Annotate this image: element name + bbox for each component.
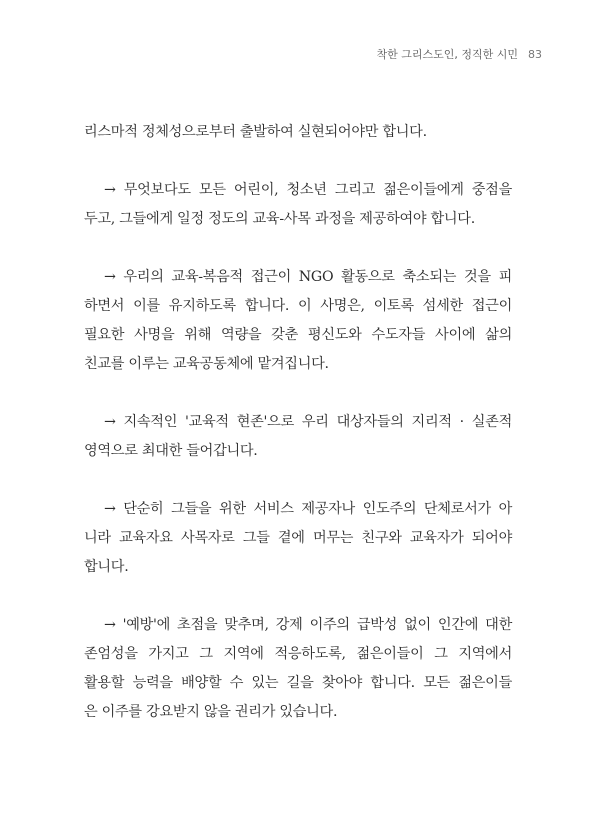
paragraph [84,495,512,582]
running-header [377,46,543,62]
paragraph [84,118,512,147]
text-line: 활용할 능력을 배양할 수 있는 길을 찾아야 합니다. 모든 젊은이들 [84,675,512,691]
text-line: 친교를 이루는 교육공동체에 맡겨집니다. [84,356,329,372]
text-line: → '예방'에 초점을 맞추며, 강제 이주의 급박성 없이 인간에 대한 [104,617,512,633]
paragraph [84,176,512,234]
page-number: 83 [528,48,542,61]
text-line: → 무엇보다도 모든 어린이, 청소년 그리고 젊은이들에게 중점을 [104,182,512,198]
text-line: → 우리의 교육-복음적 접근이 NGO 활동으로 축소되는 것을 피 [104,269,512,285]
body-text [84,118,512,727]
text-line: 영역으로 최대한 들어갑니다. [84,443,258,459]
running-header-title: 착한 그리스도인, 정직한 시민 [376,48,518,61]
text-line: → 지속적인 '교육적 현존'으로 우리 대상자들의 지리적 · 실존적 [104,414,512,430]
text-line: 존엄성을 가지고 그 지역에 적응하도록, 젊은이들이 그 지역에서 [84,646,512,662]
paragraph [84,263,512,379]
text-line: 니라 교육자요 사목자로 그들 곁에 머무는 친구와 교육자가 되어야 [84,530,512,546]
paragraph [84,611,512,727]
text-line: 두고, 그들에게 일정 정도의 교육-사목 과정을 제공하여야 합니다. [84,211,475,227]
text-line: → 단순히 그들을 위한 서비스 제공자나 인도주의 단체로서가 아 [104,501,512,517]
text-line: 은 이주를 강요받지 않을 권리가 있습니다. [84,704,338,720]
text-line: 하면서 이를 유지하도록 합니다. 이 사명은, 이토록 섬세한 접근이 [84,298,512,314]
text-line: 필요한 사명을 위해 역량을 갖춘 평신도와 수도자들 사이에 삶의 [84,327,512,343]
paragraph [84,408,512,466]
text-line: 합니다. [84,559,129,575]
text-line: 리스마적 정체성으로부터 출발하여 실현되어야만 합니다. [84,124,427,140]
